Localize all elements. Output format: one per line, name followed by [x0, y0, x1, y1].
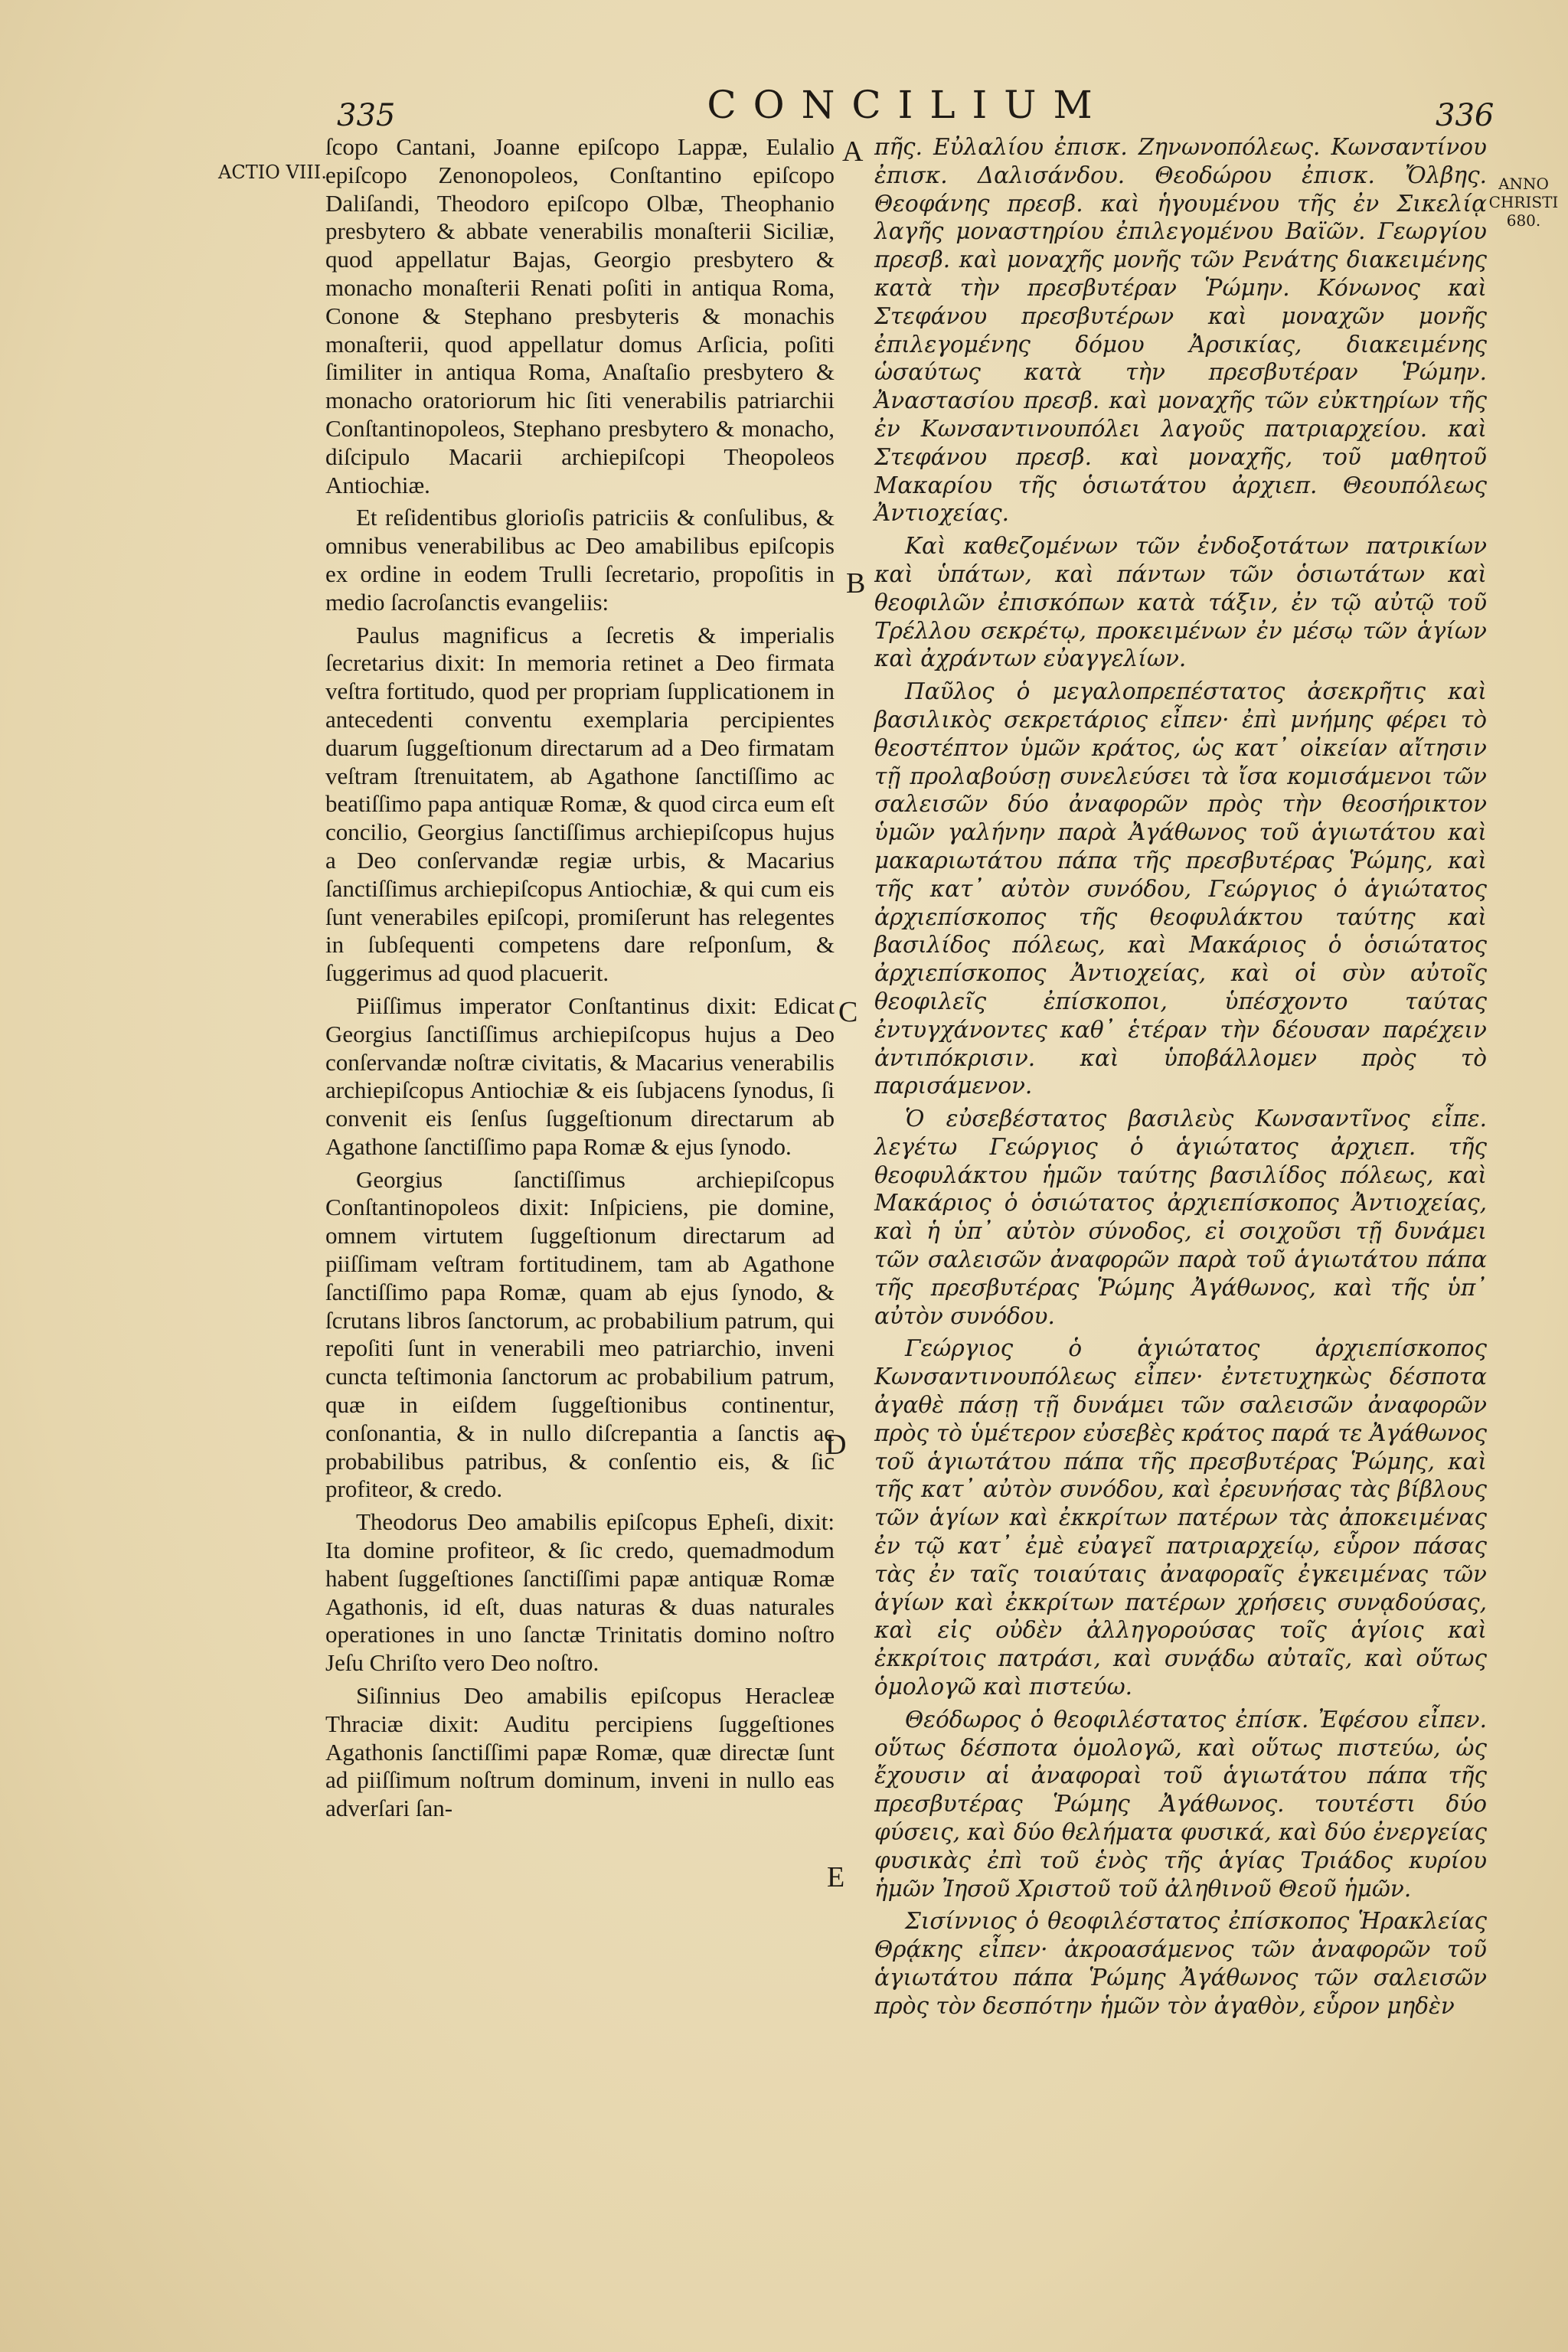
section-mark-d: D	[825, 1429, 847, 1461]
latin-paragraph: Siſinnius Deo amabilis epiſcopus Heracleæ Thraciæ dixit: Auditu percipiens ſuggeſtiones Agathonis ſanctiſſimi papæ Romæ, quæ directæ ſunt ad piiſſimum noſtrum dominum, inveni in nullo eas adverſari ſan-	[325, 1682, 835, 1822]
section-mark-b: B	[846, 567, 866, 599]
running-title: CONCILIUM	[707, 83, 1109, 127]
greek-paragraph: Παῦλος ὁ μεγαλοπρεπέστατος ἀσεκρῆτις καὶ βασιλικὸς σεκρετάριος εἶπεν· ἐπὶ μνήμης φέρει τὸ θεοστέπτον ὑμῶν κράτος, ὡς κατ᾽ οἰκείαν αἴτησιν τῇ προλαβούσῃ συνελεύσει τὰ ἴσα κομισάμενοι τῶν σαλεισῶν δύο ἀναφορῶν πρὸς τὴν θεοσήρικτον ὑμῶν γαλήνην παρὰ Ἀγάθωνος τοῦ ἁγιωτάτου καὶ μακαριωτάτου πάπα τῆς πρεσβυτέρας Ῥώμης, καὶ τῆς κατ᾽ αὐτὸν συνόδου, Γεώργιος ὁ ἁγιώτατος ἀρχιεπίσκοπος τῆς θεοφυλάκτου ταύτης καὶ βασιλίδος πόλεως, καὶ Μακάριος ὁ ὁσιώτατος ἀρχιεπίσκοπος Ἀντιοχείας, καὶ οἱ σὺν αὐτοῖς θεοφιλεῖς ἐπίσκοποι, ὑπέσχοντο ταύτας ἐντυγχάνοντες καθ᾽ ἑτέραν τὴν δέουσαν παρέχειν ἀντιπόκρισιν. καὶ ὑποβάλλομεν πρὸς τὸ παρισάμενον.	[874, 678, 1487, 1099]
section-mark-a: A	[842, 136, 864, 168]
margin-note-actio: ACTIO VIII.	[218, 162, 327, 183]
page-number-right: 336	[1436, 98, 1494, 133]
margin-note-anno-2: CHRISTI	[1488, 193, 1559, 211]
latin-paragraph: Paulus magnificus a ſecretis & imperialis ſecretarius dixit: In memoria retinet a Deo firmata veſtra fortitudo, quod per propriam ſupplicationem in antecedenti conventu exemplaria percipientes duarum ſuggeſtionum directarum ad a Deo firmatam veſtram ſtrenuitatem, ab Agathone ſanctiſſimo ac beatiſſimo papa antiquæ Romæ, & quod circa eum eſt concilio, Georgius ſanctiſſimus archiepiſcopus hujus a Deo conſervandæ regiæ urbis, & Macarius ſanctiſſimus archiepiſcopus Antiochiæ, & qui cum eis ſunt venerabiles epiſcopi, promiſerunt has relegentes in ſubſequenti competens dare reſponſum, & ſuggerimus ad quod placuerit.	[325, 621, 835, 987]
section-mark-c: C	[838, 996, 858, 1028]
greek-column	[874, 133, 1487, 2025]
greek-paragraph: πῆς. Εὐλαλίου ἐπισκ. Ζηνωνοπόλεως. Κωνσαντίνου ἐπισκ. Δαλισάνδου. Θεοδώρου ἐπισκ. Ὄλβης. Θεοφάνης πρεσβ. καὶ ἡγουμένου τῆς ἐν Σικελίᾳ λαγῆς μοναστηρίου ἐπιλεγομένου Βαϊῶν. Γεωργίου πρεσβ. καὶ μοναχῆς μονῆς τῶν Ρενάτης διακειμένης κατὰ τὴν πρεσβυτέραν Ῥώμην. Κόνωνος καὶ Στεφάνου πρεσβυτέρων καὶ μοναχῶν μονῆς ἐπιλεγομένης δόμου Ἀρσικίας, διακειμένης ὡσαύτως κατὰ τὴν πρεσβυτέραν Ῥώμην. Ἀναστασίου πρεσβ. καὶ μοναχῆς τῶν εὐκτηρίων τῆς ἐν Κωνσαντινουπόλει λαγοῦς πατριαρχείου. καὶ Στεφάνου πρεσβ. καὶ μοναχῆς, τοῦ μαθητοῦ Μακαρίου τῆς ὁσιωτάτου ἀρχιεπ. Θεουπόλεως Ἀντιοχείας.	[874, 134, 1487, 527]
margin-note-anno-3: 680.	[1506, 211, 1541, 230]
greek-paragraph: Γεώργιος ὁ ἁγιώτατος ἀρχιεπίσκοπος Κωνσαντινουπόλεως εἶπεν· ἐντετυχηκὼς δέσποτα ἀγαθὲ πάσῃ τῇ δυνάμει τῶν σαλεισῶν ἀναφορῶν πρὸς τὸ ὑμέτερον εὐσεβὲς κράτος παρά τε Ἀγάθωνος τοῦ ἁγιωτάτου πάπα τῆς πρεσβυτέρας Ῥώμης, καὶ τῆς κατ᾽ αὐτὸν συνόδου, καὶ ἐρευνήσας τὰς βίβλους τῶν ἁγίων καὶ ἐκκρίτων πατέρων τὰς ἀποκειμένας ἐν τῷ κατ᾽ ἐμὲ εὐαγεῖ πατριαρχείῳ, εὗρον πάσας τὰς ἐν ταῖς τοιαύταις ἀναφοραῖς ἐγκειμένας τῶν ἁγίων καὶ ἐκκρίτων πατέρων χρήσεις συνᾳδούσας, καὶ εἰς οὐδὲν ἀλληγορούσας τοῖς ἁγίοις καὶ ἐκκρίτοις πατράσι, καὶ συνᾴδω αὐταῖς, καὶ οὕτως ὁμολογῶ καὶ πιστεύω.	[874, 1335, 1487, 1700]
margin-note-anno	[1487, 175, 1560, 230]
latin-paragraph: Piiſſimus imperator Conſtantinus dixit: Edicat Georgius ſanctiſſimus archiepiſcopus hujus a Deo conſervandæ noſtræ civitatis, & Macarius venerabilis archiepiſcopus Antiochiæ & eis ſubjacens ſynodus, ſi convenit eis ſenſus ſuggeſtionum directarum ab Agathone ſanctiſſimo papa Romæ & ejus ſynodo.	[325, 991, 835, 1160]
greek-paragraph: Καὶ καθεζομένων τῶν ἐνδοξοτάτων πατρικίων καὶ ὑπάτων, καὶ πάντων τῶν ὁσιωτάτων καὶ θεοφιλῶν ἐπισκόπων κατὰ τάξιν, ἐν τῷ αὐτῷ τοῦ Τρέλλου σεκρέτῳ, προκειμένων ἐν μέσῳ τῶν ἁγίων καὶ ἀχράντων εὐαγγελίων.	[874, 533, 1487, 672]
greek-paragraph: Σισίννιος ὁ θεοφιλέστατος ἐπίσκοπος Ἡρακλείας Θρᾴκης εἶπεν· ἀκροασάμενος τῶν ἀναφορῶν τοῦ ἁγιωτάτου πάπα Ῥώμης Ἀγάθωνος τῶν σαλεισῶν πρὸς τὸν δεσπότην ἡμῶν τὸν ἀγαθὸν, εὗρον μηδὲν	[874, 1908, 1487, 2019]
latin-paragraph: Georgius ſanctiſſimus archiepiſcopus Conſtantinopoleos dixit: Inſpiciens, pie domine, omnem virtutem ſuggeſtionum directarum ad piiſſimam veſtram fortitudinem, tam ab Agathone ſanctiſſimo papa Romæ, quam ab ejus ſynodo, & ſcrutans libros ſanctorum, ac probabilium patrum, qui repoſiti ſunt in venerabili meo patriarchio, inveni cuncta teſtimonia ſanctorum ac probabilium patrum, quæ in eiſdem ſuggeſtionibus continentur, conſonantia, & in nullo diſcrepantia a ſanctis ac probabilibus patribus, & conſentio eis, & ſic profiteor, & credo.	[325, 1165, 835, 1503]
section-mark-e: E	[827, 1861, 845, 1893]
latin-paragraph: Theodorus Deo amabilis epiſcopus Epheſi, dixit: Ita domine profiteor, & ſic credo, quemadmodum habent ſuggeſtiones ſanctiſſimi papæ antiquæ Romæ Agathonis, id eſt, duas naturas & duas naturales operationes in uno ſanctæ Trinitatis domino noſtro Jeſu Chriſto vero Deo noſtro.	[325, 1508, 835, 1677]
latin-paragraph: Et reſidentibus glorioſis patriciis & conſulibus, & omnibus venerabilibus ac Deo amabilibus epiſcopis ex ordine in eodem Trulli ſecretario, propoſitis in medio ſacroſanctis evangeliis:	[325, 504, 835, 616]
margin-note-anno-1: ANNO	[1498, 175, 1549, 193]
greek-paragraph: Θεόδωρος ὁ θεοφιλέστατος ἐπίσκ. Ἐφέσου εἶπεν. οὕτως δέσποτα ὁμολογῶ, καὶ οὕτως πιστεύω, ὡς ἔχουσιν αἱ ἀναφοραὶ τοῦ ἁγιωτάτου πάπα τῆς πρεσβυτέρας Ῥώμης Ἀγάθωνος. τουτέστι δύο φύσεις, καὶ δύο θελήματα φυσικά, καὶ δύο ἐνεργείας φυσικὰς ἐπὶ τοῦ ἑνὸς τῆς ἁγίας Τριάδος κυρίου ἡμῶν Ἰησοῦ Χριστοῦ τοῦ ἀληθινοῦ Θεοῦ ἡμῶν.	[874, 1706, 1487, 1902]
greek-paragraph: Ὁ εὐσεβέστατος βασιλεὺς Κωνσαντῖνος εἶπε. λεγέτω Γεώργιος ὁ ἁγιώτατος ἀρχιεπ. τῆς θεοφυλάκτου ἡμῶν ταύτης βασιλίδος πόλεως, καὶ Μακάριος ὁ ὁσιώτατος ἀρχιεπίσκοπος Ἀντιοχείας, καὶ ἡ ὑπ᾽ αὐτὸν σύνοδος, εἰ σοιχοῦσι τῇ δυνάμει τῶν σαλεισῶν ἀναφορῶν παρὰ τοῦ ἁγιωτάτου πάπα τῆς πρεσβυτέρας Ῥώμης Ἀγάθωνος, καὶ τῆς ὑπ᾽ αὐτὸν συνόδου.	[874, 1106, 1487, 1329]
latin-column	[325, 133, 835, 1828]
latin-paragraph: ſcopo Cantani, Joanne epiſcopo Lappæ, Eulalio epiſcopo Zenonopoleos, Conſtantino epiſcopo Daliſandi, Theodoro epiſcopo Olbæ, Theophanio presbytero & abbate venerabilis monaſterii Siciliæ, quod appellatur Bajas, Georgio presbytero & monacho monaſterii Renati poſiti in antiqua Roma, Conone & Stephano presbyteris & monachis monaſterii, quod appellatur domus Arſicia, poſiti ſimiliter in antiqua Roma, Anaſtaſio presbytero & monacho oratoriorum hic ſiti venerabilis patriarchii Conſtantinopoleos, Stephano presbytero & monacho, diſcipulo Macarii archiepiſcopi Theopoleos Antiochiæ.	[325, 133, 835, 498]
page-number-left: 335	[337, 98, 396, 133]
